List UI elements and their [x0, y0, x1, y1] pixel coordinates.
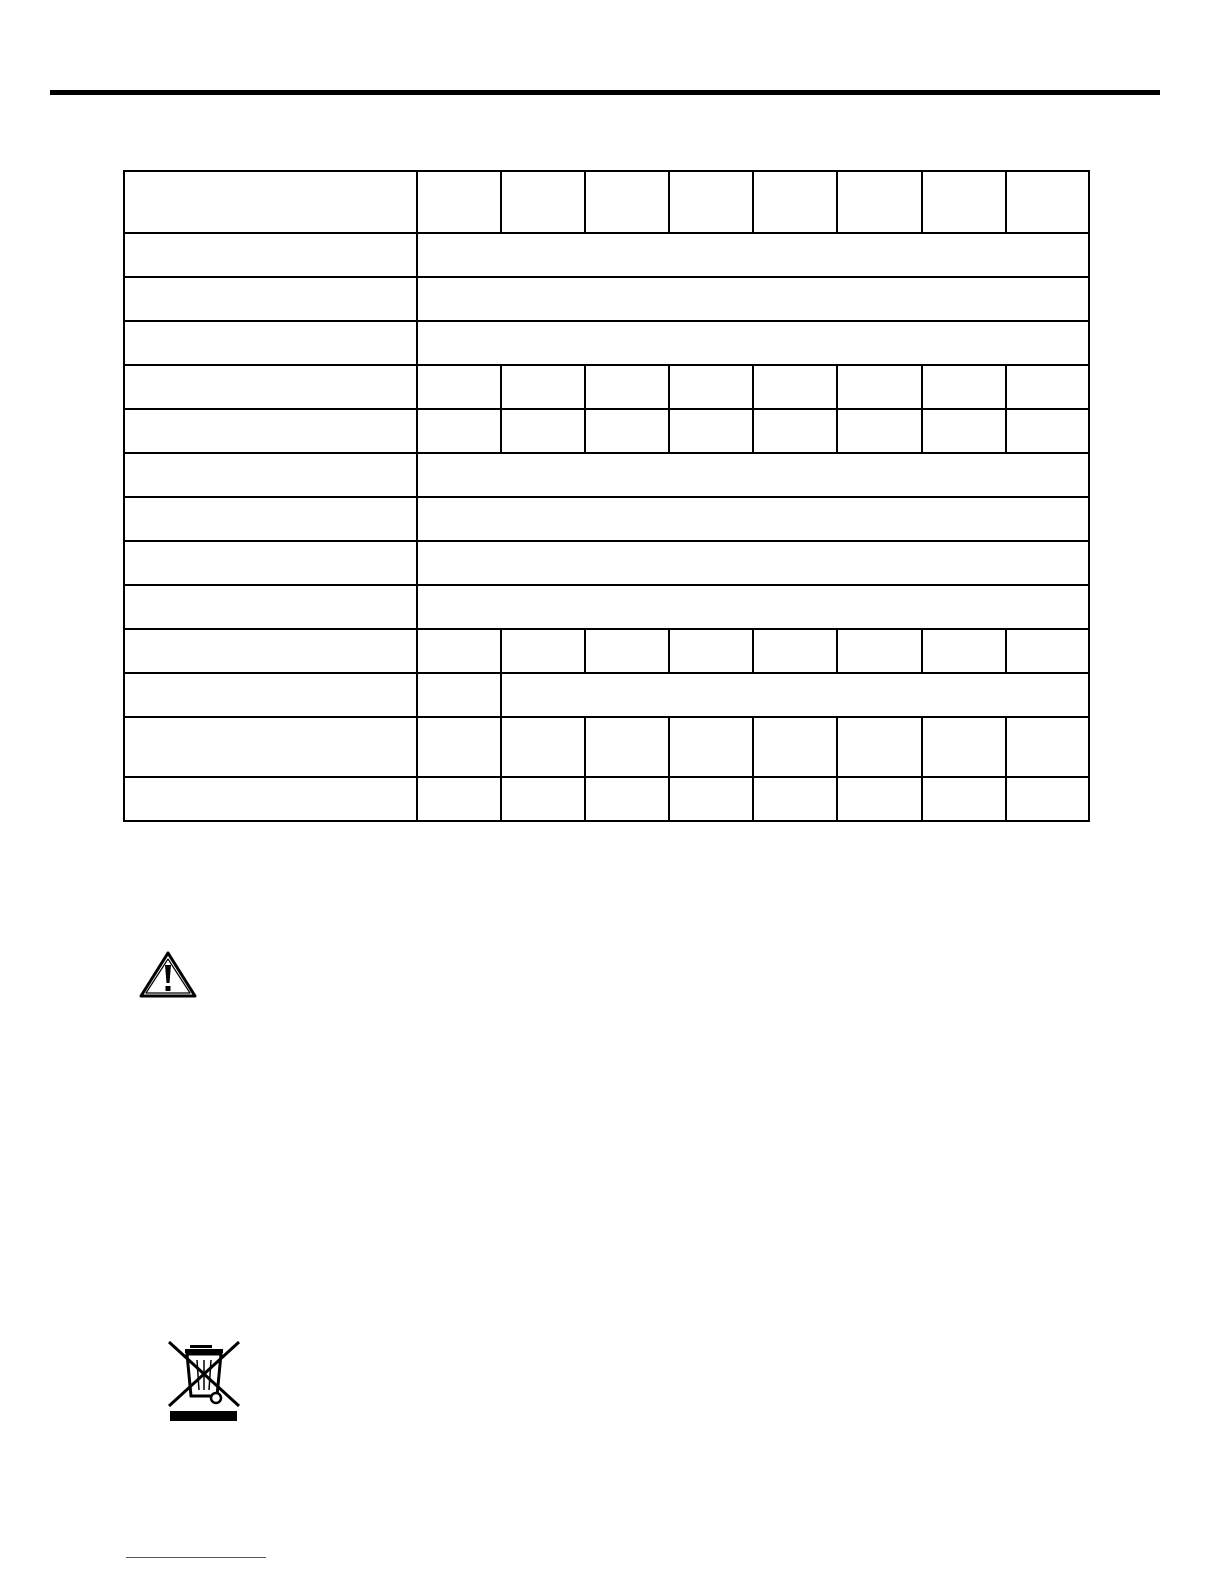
table-cell — [837, 171, 921, 233]
table-cell — [585, 409, 669, 453]
table-cell — [753, 777, 837, 821]
table-row — [124, 171, 1089, 233]
table-cell — [753, 365, 837, 409]
table-cell — [922, 629, 1006, 673]
table-cell — [501, 629, 585, 673]
table-cell — [124, 277, 417, 321]
table-cell — [585, 365, 669, 409]
table-cell — [1006, 717, 1089, 777]
table-cell — [837, 717, 921, 777]
table-cell — [1006, 777, 1089, 821]
table-cell — [669, 409, 753, 453]
table-cell — [1006, 409, 1089, 453]
table-cell — [124, 497, 417, 541]
table-cell — [753, 409, 837, 453]
table-cell — [669, 629, 753, 673]
footer-link-underline — [126, 1557, 266, 1558]
table-cell — [417, 409, 501, 453]
table-cell — [922, 171, 1006, 233]
table-cell — [1006, 629, 1089, 673]
table-cell — [417, 673, 501, 717]
table-cell — [753, 171, 837, 233]
table-cell — [124, 171, 417, 233]
table-cell — [753, 717, 837, 777]
table-cell — [124, 717, 417, 777]
table-cell — [124, 629, 417, 673]
table-row — [124, 777, 1089, 821]
table-cell — [585, 171, 669, 233]
table-cell — [417, 629, 501, 673]
table-cell — [585, 777, 669, 821]
table-cell — [837, 365, 921, 409]
table-cell — [417, 365, 501, 409]
table-cell — [501, 777, 585, 821]
table-cell — [124, 233, 417, 277]
table-cell — [124, 777, 417, 821]
table-cell — [922, 777, 1006, 821]
table-cell — [124, 673, 417, 717]
table-cell — [124, 365, 417, 409]
table-cell — [417, 585, 1089, 629]
table-cell — [585, 717, 669, 777]
table-cell — [669, 171, 753, 233]
table-cell — [124, 409, 417, 453]
table-row — [124, 541, 1089, 585]
table-cell — [837, 629, 921, 673]
table-cell — [124, 321, 417, 365]
table-cell — [837, 777, 921, 821]
table-row — [124, 717, 1089, 777]
table-cell — [669, 365, 753, 409]
table-cell — [501, 673, 1089, 717]
table-cell — [417, 777, 501, 821]
table-row — [124, 453, 1089, 497]
table-cell — [417, 497, 1089, 541]
table-row — [124, 585, 1089, 629]
table-cell — [501, 171, 585, 233]
table-cell — [417, 717, 501, 777]
warning-triangle-icon — [137, 950, 199, 1000]
table-cell — [753, 629, 837, 673]
crossed-out-wheelie-bin-icon — [163, 1338, 245, 1422]
table-cell — [124, 541, 417, 585]
table-row — [124, 673, 1089, 717]
table-cell — [124, 585, 417, 629]
table-cell — [501, 409, 585, 453]
table-row — [124, 321, 1089, 365]
table-row — [124, 409, 1089, 453]
table-cell — [922, 365, 1006, 409]
table-cell — [417, 321, 1089, 365]
table-cell — [417, 277, 1089, 321]
table-cell — [922, 409, 1006, 453]
table-cell — [417, 453, 1089, 497]
table-row — [124, 233, 1089, 277]
spec-table — [123, 170, 1090, 822]
table-cell — [669, 777, 753, 821]
table-row — [124, 277, 1089, 321]
table-cell — [922, 717, 1006, 777]
table-row — [124, 365, 1089, 409]
table-row — [124, 497, 1089, 541]
table-cell — [669, 717, 753, 777]
header-rule — [50, 90, 1160, 95]
table-cell — [1006, 365, 1089, 409]
table-cell — [501, 717, 585, 777]
table-row — [124, 629, 1089, 673]
table-cell — [417, 171, 501, 233]
table-cell — [837, 409, 921, 453]
table-cell — [124, 453, 417, 497]
table-cell — [585, 629, 669, 673]
table-cell — [417, 233, 1089, 277]
table-cell — [1006, 171, 1089, 233]
table-cell — [501, 365, 585, 409]
table-cell — [417, 541, 1089, 585]
